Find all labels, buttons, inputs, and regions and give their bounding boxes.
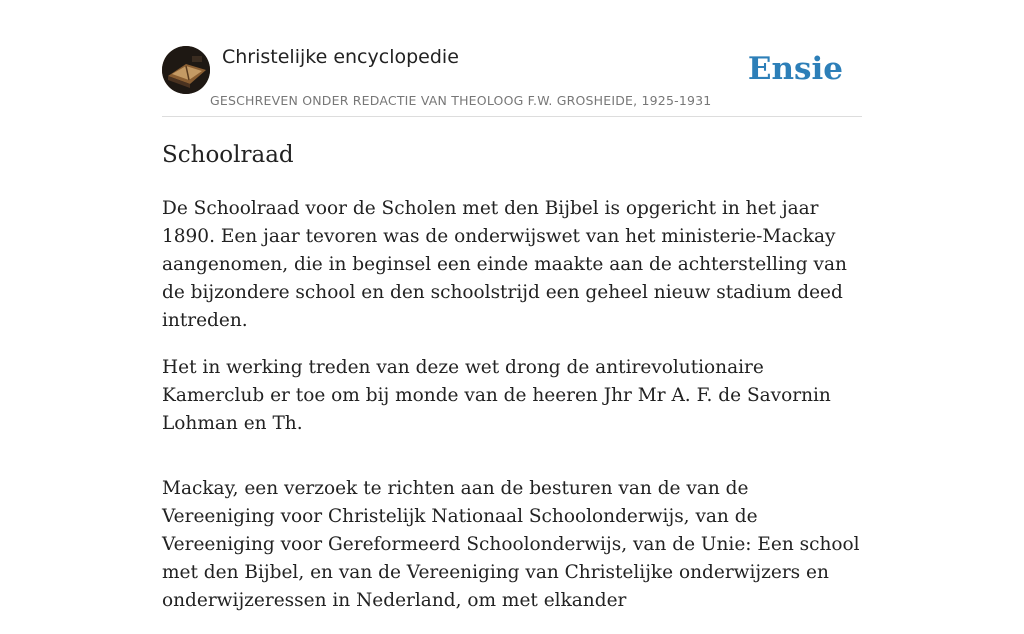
- article-paragraph: Mackay, een verzoek te richten aan de besturen van de van de Vereeniging voor Christelijk Nationaal Schoolonderwijs, van de Vereeniging voor Gereformeerd Schoolonderwijs, van de Unie: Een school met den Bijbel, en van de Vereeniging van Christelijke onderwijzers en onderwijzeressen in Nederland, om met elkander: [162, 478, 860, 611]
- article-paragraph: De Schoolraad voor de Scholen met den Bijbel is opgericht in het jaar 1890. Een jaar tevoren was de onderwijswet van het ministerie-Mackay aangenomen, die in beginsel een einde maakte aan de achterstelling van de bijzondere school en den schoolstrijd een geheel nieuw stadium deed intreden.: [162, 198, 847, 331]
- article: [162, 140, 864, 634]
- site-title[interactable]: Christelijke encyclopedie: [222, 46, 459, 68]
- article-title: Schoolraad: [162, 142, 294, 168]
- book-photo-icon: [162, 46, 210, 94]
- site-subtitle: GESCHREVEN ONDER REDACTIE VAN THEOLOOG F.W. GROSHEIDE, 1925-1931: [210, 93, 712, 108]
- article-paragraph: Het in werking treden van deze wet drong de antirevolutionaire Kamerclub er toe om bij monde van de heeren Jhr Mr A. F. de Savornin Lohman en Th.: [162, 357, 831, 434]
- site-header: [162, 46, 862, 117]
- brand-logo-link[interactable]: Ensie: [747, 51, 843, 87]
- site-logo[interactable]: [162, 46, 210, 94]
